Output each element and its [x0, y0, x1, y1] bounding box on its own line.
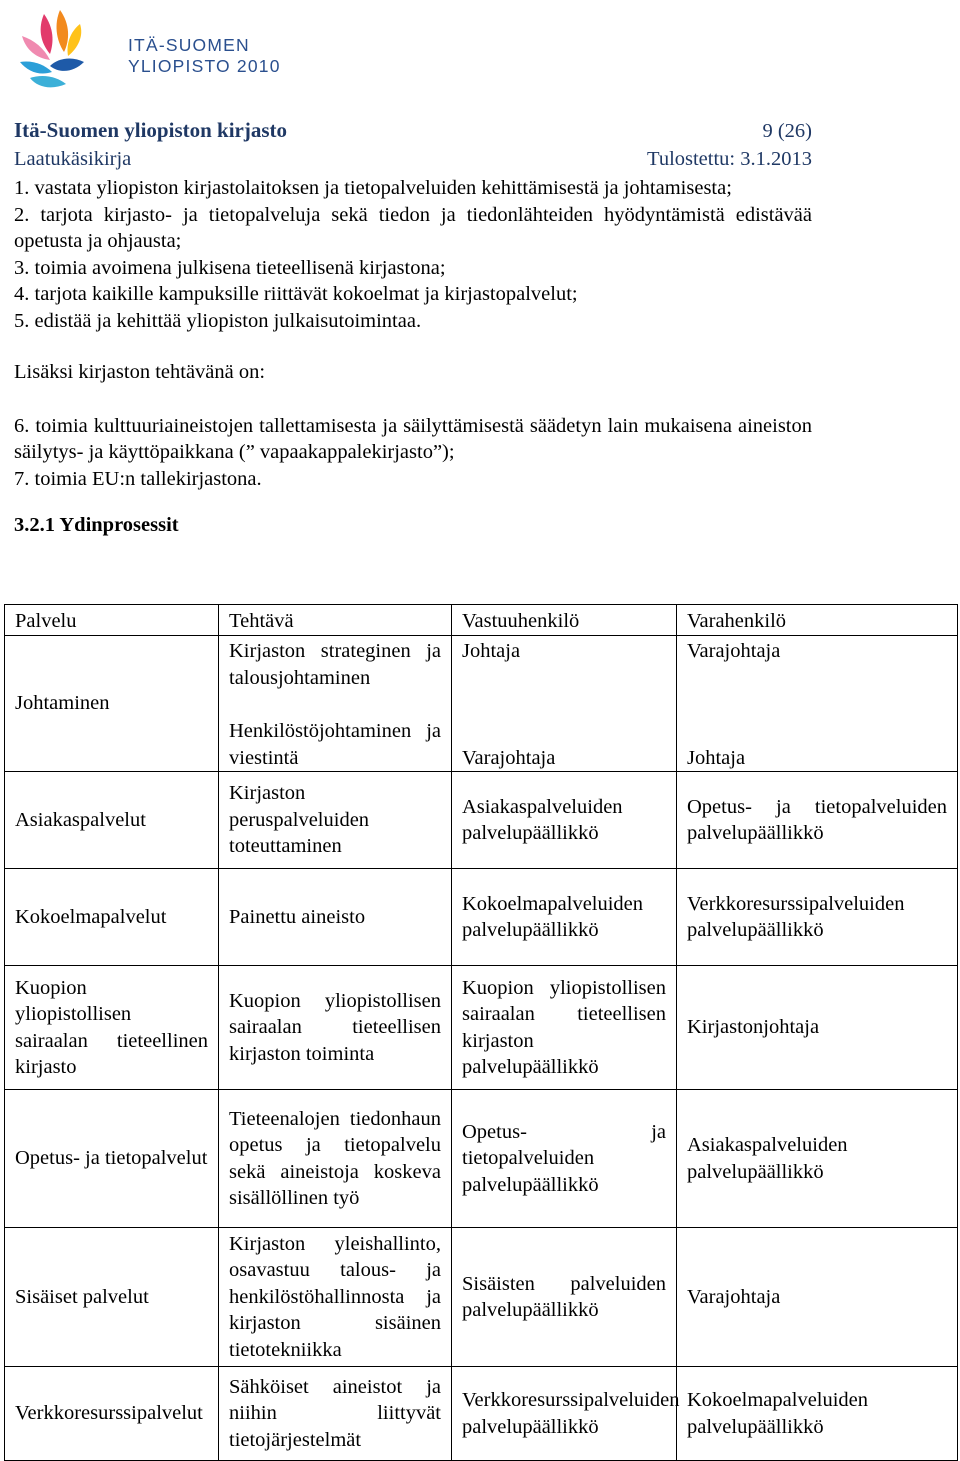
table-cell	[677, 636, 958, 772]
table-cell: Verkkoresurssipalveluiden palvelupäällikkö	[452, 1367, 677, 1461]
list-item: 3. toimia avoimena julkisena tieteellisenä kirjastona;	[14, 256, 446, 279]
table-cell	[219, 636, 452, 772]
table-row	[5, 1367, 958, 1461]
list-item: 4. tarjota kaikille kampuksille riittävät kokoelmat ja kirjastopalvelut;	[14, 283, 578, 305]
table-cell	[452, 636, 677, 772]
header-subtitle: Laatukäsikirja	[14, 148, 132, 170]
table-cell: Asiakaspalveluiden palvelupäällikkö	[677, 1090, 958, 1228]
table-cell: Kokoelmapalvelut	[5, 869, 219, 966]
core-process-table	[4, 604, 958, 1461]
table-cell: Kirjaston peruspalveluiden toteuttaminen	[219, 772, 452, 869]
logo-mark-icon	[14, 6, 114, 92]
header-title: Itä-Suomen yliopiston kirjasto	[14, 118, 288, 142]
university-logo	[14, 6, 304, 92]
page-number: 9 (26)	[762, 120, 812, 142]
table-row	[5, 966, 958, 1090]
table-row	[5, 1228, 958, 1367]
table-header-row	[5, 605, 958, 636]
table-cell: Tieteenalojen tiedonhaun opetus ja tietopalvelu sekä aineistoja koskeva sisällöllinen työ	[219, 1090, 452, 1228]
table-cell: Varajohtaja	[677, 1228, 958, 1367]
document-header	[14, 117, 812, 175]
table-cell: Sisäiset palvelut	[5, 1228, 219, 1367]
table-cell: Kokoelmapalveluiden palvelupäällikkö	[677, 1367, 958, 1461]
list-item: 2. tarjota kirjasto- ja tietopalveluja sekä tiedon ja tiedonlähteiden hyödyntämistä edistävää opetusta ja ohjausta;	[14, 203, 812, 252]
table-cell: Opetus- ja tietopalvelut	[5, 1090, 219, 1228]
deputy-text: Johtaja	[687, 746, 746, 769]
table-cell: Sisäisten palveluiden palvelupäällikkö	[452, 1228, 677, 1367]
table-row	[5, 869, 958, 966]
table-cell: Sähköiset aineistot ja niihin liittyvät tietojärjestelmät	[219, 1367, 452, 1461]
deputy-text: Varajohtaja	[687, 640, 781, 662]
column-header: Vastuuhenkilö	[452, 605, 677, 636]
table-cell: Kirjastonjohtaja	[677, 966, 958, 1090]
task-text: Henkilöstöjohtaminen ja viestintä	[229, 720, 441, 769]
logo-line-2: YLIOPISTO 2010	[128, 56, 281, 76]
table-row	[5, 636, 958, 772]
table-cell: Kokoelmapalveluiden palvelupäällikkö	[452, 869, 677, 966]
column-header: Palvelu	[5, 605, 219, 636]
logo-wordmark	[128, 35, 281, 77]
table-cell: Opetus- ja tietopalveluiden palvelupäällikkö	[677, 772, 958, 869]
table-cell: Asiakaspalveluiden palvelupäällikkö	[452, 772, 677, 869]
table-cell: Kuopion yliopistollisen sairaalan tieteellisen kirjaston palvelupäällikkö	[452, 966, 677, 1090]
table-cell: Verkkoresurssipalveluiden palvelupäällikkö	[677, 869, 958, 966]
table-cell: Asiakaspalvelut	[5, 772, 219, 869]
printed-date: Tulostettu: 3.1.2013	[647, 148, 812, 170]
responsible-text: Johtaja	[462, 640, 521, 662]
table-row	[5, 772, 958, 869]
column-header: Tehtävä	[219, 605, 452, 636]
responsible-text: Varajohtaja	[462, 746, 556, 769]
list-item: 5. edistää ja kehittää yliopiston julkaisutoimintaa.	[14, 309, 422, 332]
column-header: Varahenkilö	[677, 605, 958, 636]
document-body	[14, 175, 812, 539]
section-heading: 3.2.1 Ydinprosessit	[14, 514, 179, 536]
table-cell: Kuopion yliopistollisen sairaalan tieteellisen kirjaston toiminta	[219, 966, 452, 1090]
list-item: 7. toimia EU:n tallekirjastona.	[14, 467, 262, 490]
table-cell: Painettu aineisto	[219, 869, 452, 966]
table-cell: Kuopion yliopistollisen sairaalan tieteellinen kirjasto	[5, 966, 219, 1090]
additional-intro: Lisäksi kirjaston tehtävänä on:	[14, 361, 266, 383]
table-cell: Opetus- ja tietopalveluiden palvelupäällikkö	[452, 1090, 677, 1228]
table-cell: Johtaminen	[5, 636, 219, 772]
logo-line-1: ITÄ-SUOMEN	[128, 35, 250, 55]
list-item: 6. toimia kulttuuriaineistojen tallettamisesta ja säilyttämisestä säädetyn lain mukaisena aineiston säilytys- ja käyttöpaikkana (” vapaakappalekirjasto”);	[14, 414, 812, 463]
list-item: 1. vastata yliopiston kirjastolaitoksen ja tietopalveluiden kehittämisestä ja johtamisesta;	[14, 177, 732, 199]
table-row	[5, 1090, 958, 1228]
table-cell: Kirjaston yleishallinto, osavastuu talous- ja henkilöstöhallinnosta ja kirjaston sisäinen tietotekniikka	[219, 1228, 452, 1367]
task-text: Kirjaston strateginen ja talousjohtaminen	[229, 640, 441, 689]
table-cell: Verkkoresurssipalvelut	[5, 1367, 219, 1461]
